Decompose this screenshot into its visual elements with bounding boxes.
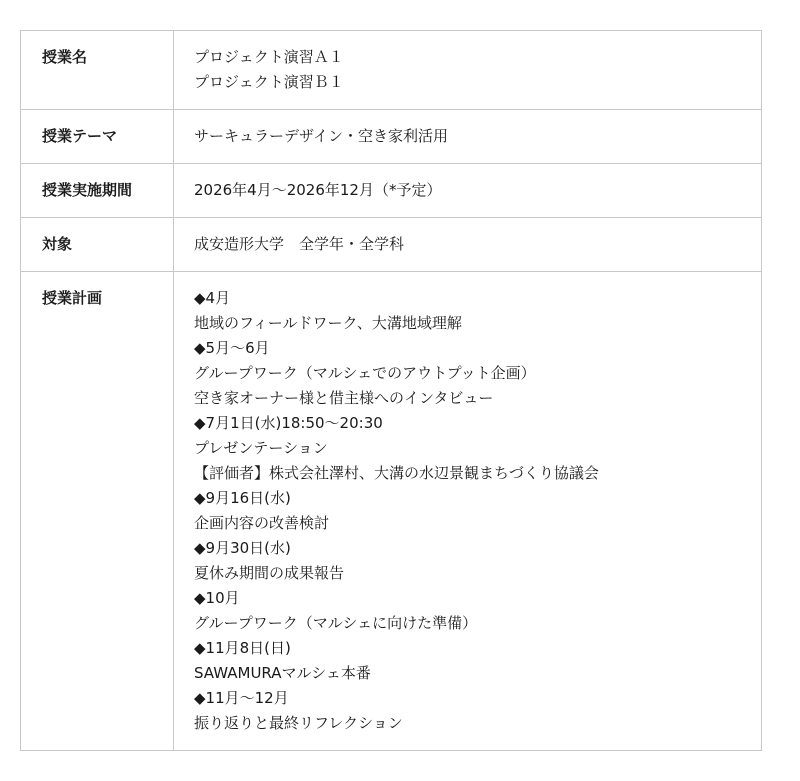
row-course-name: [21, 31, 762, 110]
plan-line: ◆11月8日(日): [194, 639, 291, 657]
course-period-label: 授業実施期間: [21, 164, 174, 218]
plan-line: グループワーク（マルシェでのアウトプット企画）: [194, 364, 536, 382]
course-plan-label: 授業計画: [21, 272, 174, 751]
plan-line: 企画内容の改善検討: [194, 514, 330, 532]
plan-line: ◆5月～6月: [194, 339, 270, 357]
course-target-label: 対象: [21, 218, 174, 272]
plan-line: ◆7月1日(水)18:50～20:30: [194, 414, 383, 432]
row-course-theme: [21, 110, 762, 164]
plan-line: 空き家オーナー様と借主様へのインタビュー: [194, 389, 494, 407]
course-info-table: [20, 30, 762, 751]
plan-line: プレゼンテーション: [194, 439, 328, 457]
plan-line: ◆9月30日(水): [194, 539, 291, 557]
course-target-value: 成安造形大学 全学年・全学科: [174, 218, 762, 272]
course-name-line: プロジェクト演習Ｂ１: [194, 73, 344, 91]
row-course-plan: [21, 272, 762, 751]
course-plan-value: [174, 272, 762, 751]
plan-line: ◆4月: [194, 289, 231, 307]
row-course-target: [21, 218, 762, 272]
course-theme-value: サーキュラーデザイン・空き家利活用: [174, 110, 762, 164]
plan-line: 【評価者】株式会社澤村、大溝の水辺景観まちづくり協議会: [194, 464, 599, 482]
course-name-line: プロジェクト演習Ａ１: [194, 48, 344, 66]
course-period-value: 2026年4月～2026年12月（*予定）: [174, 164, 762, 218]
plan-line: 夏休み期間の成果報告: [194, 564, 345, 582]
plan-line: SAWAMURAマルシェ本番: [194, 664, 371, 682]
course-name-value: [174, 31, 762, 110]
course-theme-label: 授業テーマ: [21, 110, 174, 164]
plan-line: 振り返りと最終リフレクション: [194, 714, 403, 732]
plan-line: ◆10月: [194, 589, 240, 607]
plan-line: 地域のフィールドワーク、大溝地域理解: [194, 314, 462, 332]
plan-line: ◆11月～12月: [194, 689, 289, 707]
plan-line: グループワーク（マルシェに向けた準備）: [194, 614, 478, 632]
plan-line: ◆9月16日(水): [194, 489, 291, 507]
course-name-label: 授業名: [21, 31, 174, 110]
row-course-period: [21, 164, 762, 218]
